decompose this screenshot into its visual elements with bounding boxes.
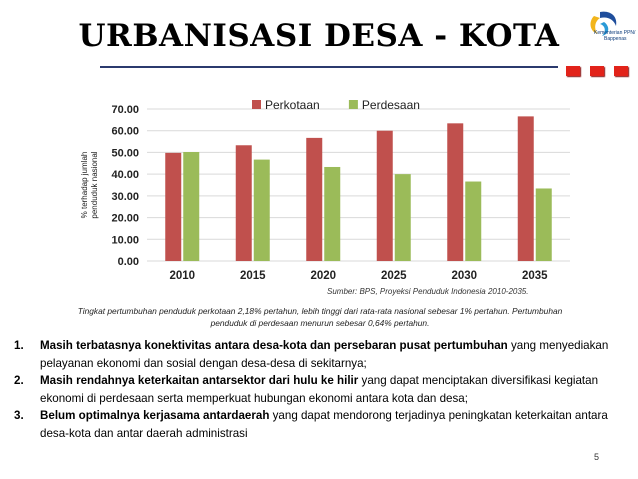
nav-next-button[interactable] bbox=[614, 66, 628, 76]
y-axis-title: % terhadap jumlah bbox=[80, 151, 89, 219]
bar-perkotaan-2015 bbox=[236, 145, 252, 261]
y-tick-label: 40.00 bbox=[111, 169, 139, 182]
y-tick-label: 70.00 bbox=[111, 104, 139, 116]
issue-item bbox=[14, 337, 614, 372]
y-tick-label: 10.00 bbox=[111, 234, 139, 247]
y-tick-label: 60.00 bbox=[111, 125, 139, 138]
x-tick-label: 2025 bbox=[380, 270, 407, 282]
bar-perdesaan-2035 bbox=[536, 188, 552, 261]
legend-swatch-perkotaan bbox=[252, 100, 261, 109]
legend-label: Perkotaan bbox=[265, 98, 320, 112]
y-tick-label: 50.00 bbox=[111, 147, 139, 160]
page-number: 5 bbox=[594, 452, 600, 462]
chart-source: Sumber: BPS, Proyeksi Penduduk Indonesia 2010-2035. bbox=[327, 287, 529, 296]
x-tick-label: 2020 bbox=[310, 270, 337, 282]
x-tick-label: 2035 bbox=[521, 270, 548, 282]
legend-swatch-perdesaan bbox=[349, 100, 358, 109]
bar-perkotaan-2035 bbox=[518, 116, 534, 261]
bar-perdesaan-2020 bbox=[324, 167, 340, 261]
issue-text: yang dapat menciptakan diversifikasi kegiatan ekonomi di perdesaan serta memperkuat hubungan ekonomi antara kota dan desa; bbox=[40, 374, 599, 405]
logo-text bbox=[594, 30, 635, 42]
issue-text: yang menyediakan pelayanan ekonomi dan sosial dengan desa-desa di sekitarnya; bbox=[40, 339, 609, 370]
growth-note bbox=[20, 305, 620, 329]
issue-item bbox=[14, 372, 614, 407]
bar-perkotaan-2030 bbox=[447, 123, 463, 261]
slide-title: URBANISASI DESA - KOTA bbox=[78, 18, 560, 54]
logo-text-line: Kementerian PPN/ bbox=[594, 30, 636, 36]
issue-number: 1. bbox=[14, 339, 24, 352]
x-tick-label: 2030 bbox=[451, 270, 478, 282]
y-tick-label: 0.00 bbox=[117, 256, 139, 268]
bar-perkotaan-2010 bbox=[165, 153, 181, 261]
bar-perdesaan-2010 bbox=[183, 152, 199, 261]
x-tick-label: 2015 bbox=[239, 270, 266, 282]
bar-perdesaan-2030 bbox=[465, 182, 481, 261]
y-tick-label: 30.00 bbox=[111, 190, 139, 203]
issue-bold-text: Masih rendahnya keterkaitan antarsektor dari hulu ke hilir bbox=[40, 374, 359, 388]
title-divider bbox=[100, 66, 558, 68]
issue-number: 2. bbox=[14, 374, 24, 388]
bar-perdesaan-2025 bbox=[395, 174, 411, 261]
urbanization-bar-chart bbox=[0, 95, 638, 295]
issue-bold-text: Masih terbatasnya konektivitas antara desa-kota dan persebaran pusat pertumbuhan bbox=[40, 339, 508, 352]
nav-home-button[interactable] bbox=[590, 66, 604, 76]
y-tick-label: 20.00 bbox=[111, 212, 139, 225]
nav-prev-button[interactable] bbox=[566, 66, 580, 76]
issue-bold-text: Belum optimalnya kerjasama antardaerah bbox=[40, 409, 270, 423]
growth-note-line: penduduk di perdesaan menurun sebesar 0,64% pertahun. bbox=[210, 318, 430, 328]
logo-text-line: Bappenas bbox=[604, 36, 627, 42]
x-tick-label: 2010 bbox=[169, 270, 196, 282]
bar-perdesaan-2015 bbox=[254, 160, 270, 261]
legend-label: Perdesaan bbox=[361, 98, 420, 112]
growth-note-line: Tingkat pertumbuhan penduduk perkotaan 2,18% pertahun, lebih tinggi dari rata-rata nasional sebesar 1% pertahun. Pertumbuhan bbox=[77, 306, 563, 316]
issue-number: 3. bbox=[14, 409, 24, 423]
issue-item bbox=[14, 407, 614, 442]
issue-text: yang dapat mendorong terjadinya peningkatan keterkaitan antara desa-kota dan antar daerah administrasi bbox=[40, 409, 608, 440]
bar-perkotaan-2020 bbox=[306, 138, 322, 261]
bar-perkotaan-2025 bbox=[377, 131, 393, 261]
issue-list bbox=[14, 337, 614, 443]
y-axis-title: penduduk nasional bbox=[90, 151, 99, 219]
